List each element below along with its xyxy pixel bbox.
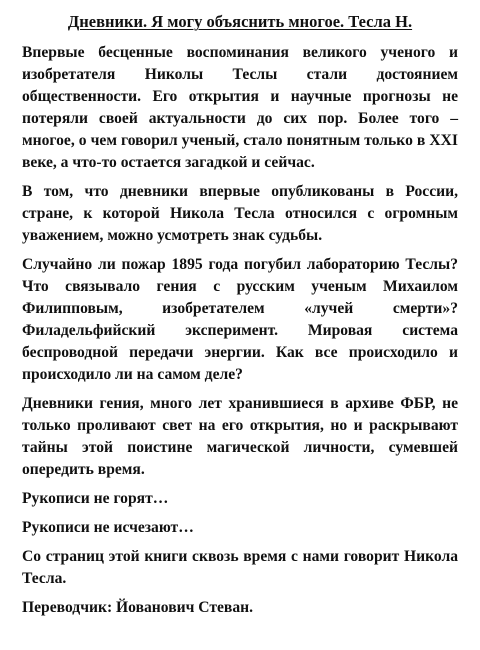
paragraph-tesla-speaks: Со страниц этой книги сквозь время с нами говорит Никола Тесла. — [22, 548, 458, 587]
paragraph-manuscripts-vanish: Рукописи не исчезают… — [22, 519, 194, 536]
paragraph-questions: Случайно ли пожар 1895 года погубил лабораторию Теслы? Что связывало гения с русским ученым Михаилом Филипповым, изобретателем «лучей смерти»? Филадельфийский эксперимент. Мировая система беспроводной передачи энергии. Как все происходило и происходило ли на самом деле? — [22, 256, 458, 383]
paragraph-intro: Впервые бесценные воспоминания великого ученого и изобретателя Николы Теслы стали достоянием общественности. Его открытия и научные прогнозы не потеряли своей актуальности до сих пор. Более того – многое, о чем говорил ученый, стало понятным только в XXI веке, а что-то остается загадкой и сейчас. — [22, 44, 458, 171]
paragraph-manuscripts-burn: Рукописи не горят… — [22, 490, 169, 507]
paragraph-translator: Переводчик: Йованович Стеван. — [22, 599, 254, 616]
paragraph-russia: В том, что дневники впервые опубликованы в России, стране, к которой Никола Тесла относился с огромным уважением, можно усмотреть знак судьбы. — [22, 183, 458, 244]
paragraph-fbi-archive: Дневники гения, много лет хранившиеся в архиве ФБР, не только проливают свет на его открытия, но и раскрывают тайны этой поистине магической личности, сумевшей опередить время. — [22, 395, 458, 478]
document-title: Дневники. Я могу объяснить многое. Тесла Н. — [67, 12, 413, 31]
